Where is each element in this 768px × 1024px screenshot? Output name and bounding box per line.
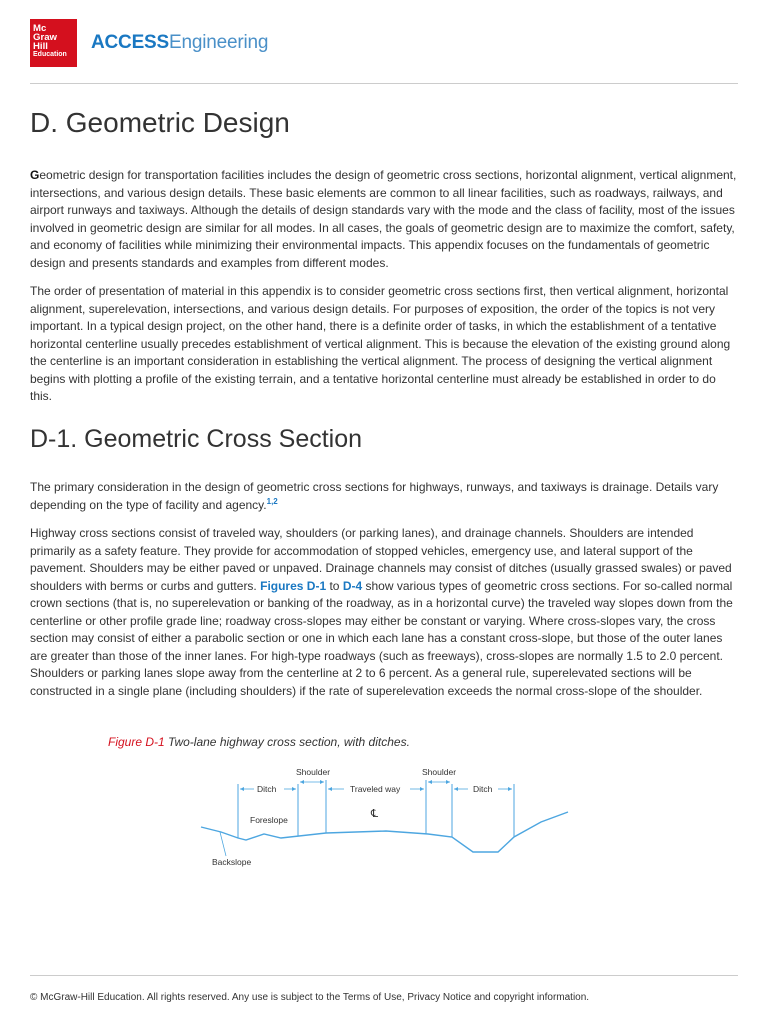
cross-section-figure [196,762,576,872]
label-shoulder-right: Shoulder [422,767,457,777]
backslope-leader [220,832,226,856]
section-paragraph-2-text-b: show various types of geometric cross sections. For so-called normal crown sections (that is, no superelevation or banking of the roadway, as in a horizontal curve) the traveled way slopes down from the centerline or other profile grade line; roadway cross-slopes may either be constant or varying. Where cross-slopes vary, the cross section may consist of either a parabolic section or one in which each lane has a constant cross-slope, but those of the outer lanes are greater than those of the inner lanes. For high-type roadways (such as freeways), cross-slopes are normally 1.5 to 2.0 percent. Shoulders or parking lanes slope away from the centerline at 2 to 6 percent. As a general rule, superelevated sections will be constructed in a single plane (including shoulders) if the rate of superelevation exceeds the normal cross-slope of the shoulder. [30,578,733,698]
page-title: D. Geometric Design [30,107,290,138]
header-divider [30,83,738,84]
section-paragraph-1-text: The primary consideration in the design of geometric cross sections for highways, runways, and taxiways is drainage. Details vary depending on the type of facility and agency. [30,480,719,512]
label-ditch-left: Ditch [257,784,277,794]
brand-access: ACCESS [91,32,169,53]
figure-title: Two-lane highway cross section, with ditches. [164,735,410,749]
label-shoulder-left: Shoulder [296,767,331,777]
section-heading: D-1. Geometric Cross Section [30,425,363,453]
logo-line: Education [33,51,67,58]
footer-divider [30,975,738,976]
footnote-ref-1-2[interactable]: 1,2 [266,496,278,506]
mcgraw-hill-logo[interactable] [30,19,77,67]
access-engineering-logo[interactable] [91,32,268,54]
label-backslope: Backslope [212,857,252,867]
logo-line: Mc [33,23,47,34]
label-centerline: ℄ [371,808,379,820]
drop-letter: G [30,168,40,182]
label-traveled-way: Traveled way [350,784,401,794]
section-paragraph-1 [30,479,740,514]
site-header [30,19,738,67]
intro-paragraph-2: The order of presentation of material in this appendix is to consider geometric cross sections first, then vertical alignment, horizontal alignment, superelevation, intersections, and various design details. For purposes of exposition, the order of the topics is not very important. In a typical design project, on the other hand, there is a definite order of tasks, in which the establishment of a tentative horizontal centerline usually precedes establishment of vertical alignment. This is because the elevation of the existing ground along the centerline is an important consideration in establishing the vertical alignment. The process of designing the vertical alignment begins with plotting a profile of the existing terrain, and a tentative horizontal centerline must already be established in order to do this. [30,284,731,403]
figure-d4-link[interactable]: D-4 [342,578,363,593]
brand-engineering: Engineering [168,32,269,53]
copyright-footer: © McGraw-Hill Education. All rights reserved. Any use is subject to the Terms of Use, Privacy Notice and copyright information. [30,992,590,1003]
intro-paragraph-1-text: eometric design for transportation facilities includes the design of geometric cross sections, horizontal alignment, vertical alignment, intersections, and various design details. These basic elements are common to all linear facilities, such as roadways, railways, and airport runways and taxiways. Although the details of design standards vary with the mode and the class of facility, most of the issues involved in geometric design are similar for all modes. In all cases, the goals of geometric design are to maximize the comfort, safety, and economy of facilities while minimizing their environmental impacts. This appendix focuses on the fundamentals of geometric design and presents standards and examples from different modes. [30,168,737,270]
section-paragraph-2 [30,525,740,700]
label-foreslope: Foreslope [250,815,288,825]
figure-caption [108,735,410,749]
figure-label: Figure D-1 [108,735,165,749]
logo-line: Graw [33,32,57,43]
figure-d1-link[interactable]: Figures D-1 [260,578,327,593]
section-paragraph-2-to: to [326,578,343,593]
section-paragraph-2-text-a: Highway cross sections consist of traveled way, shoulders (or parking lanes), and drainage channels. Shoulders are intended primarily as a safety feature. They provide for accommodation of stopped vehicles, emergency use, and lateral support of the pavement. Shoulders may be either paved or unpaved. Drainage channels may consist of ditches (usually grassed swales) or paved shoulders with berms or curbs and gutters. [30,526,732,593]
label-ditch-right: Ditch [473,784,493,794]
intro-paragraph-1 [30,167,740,272]
logo-line: Hill [33,41,48,52]
